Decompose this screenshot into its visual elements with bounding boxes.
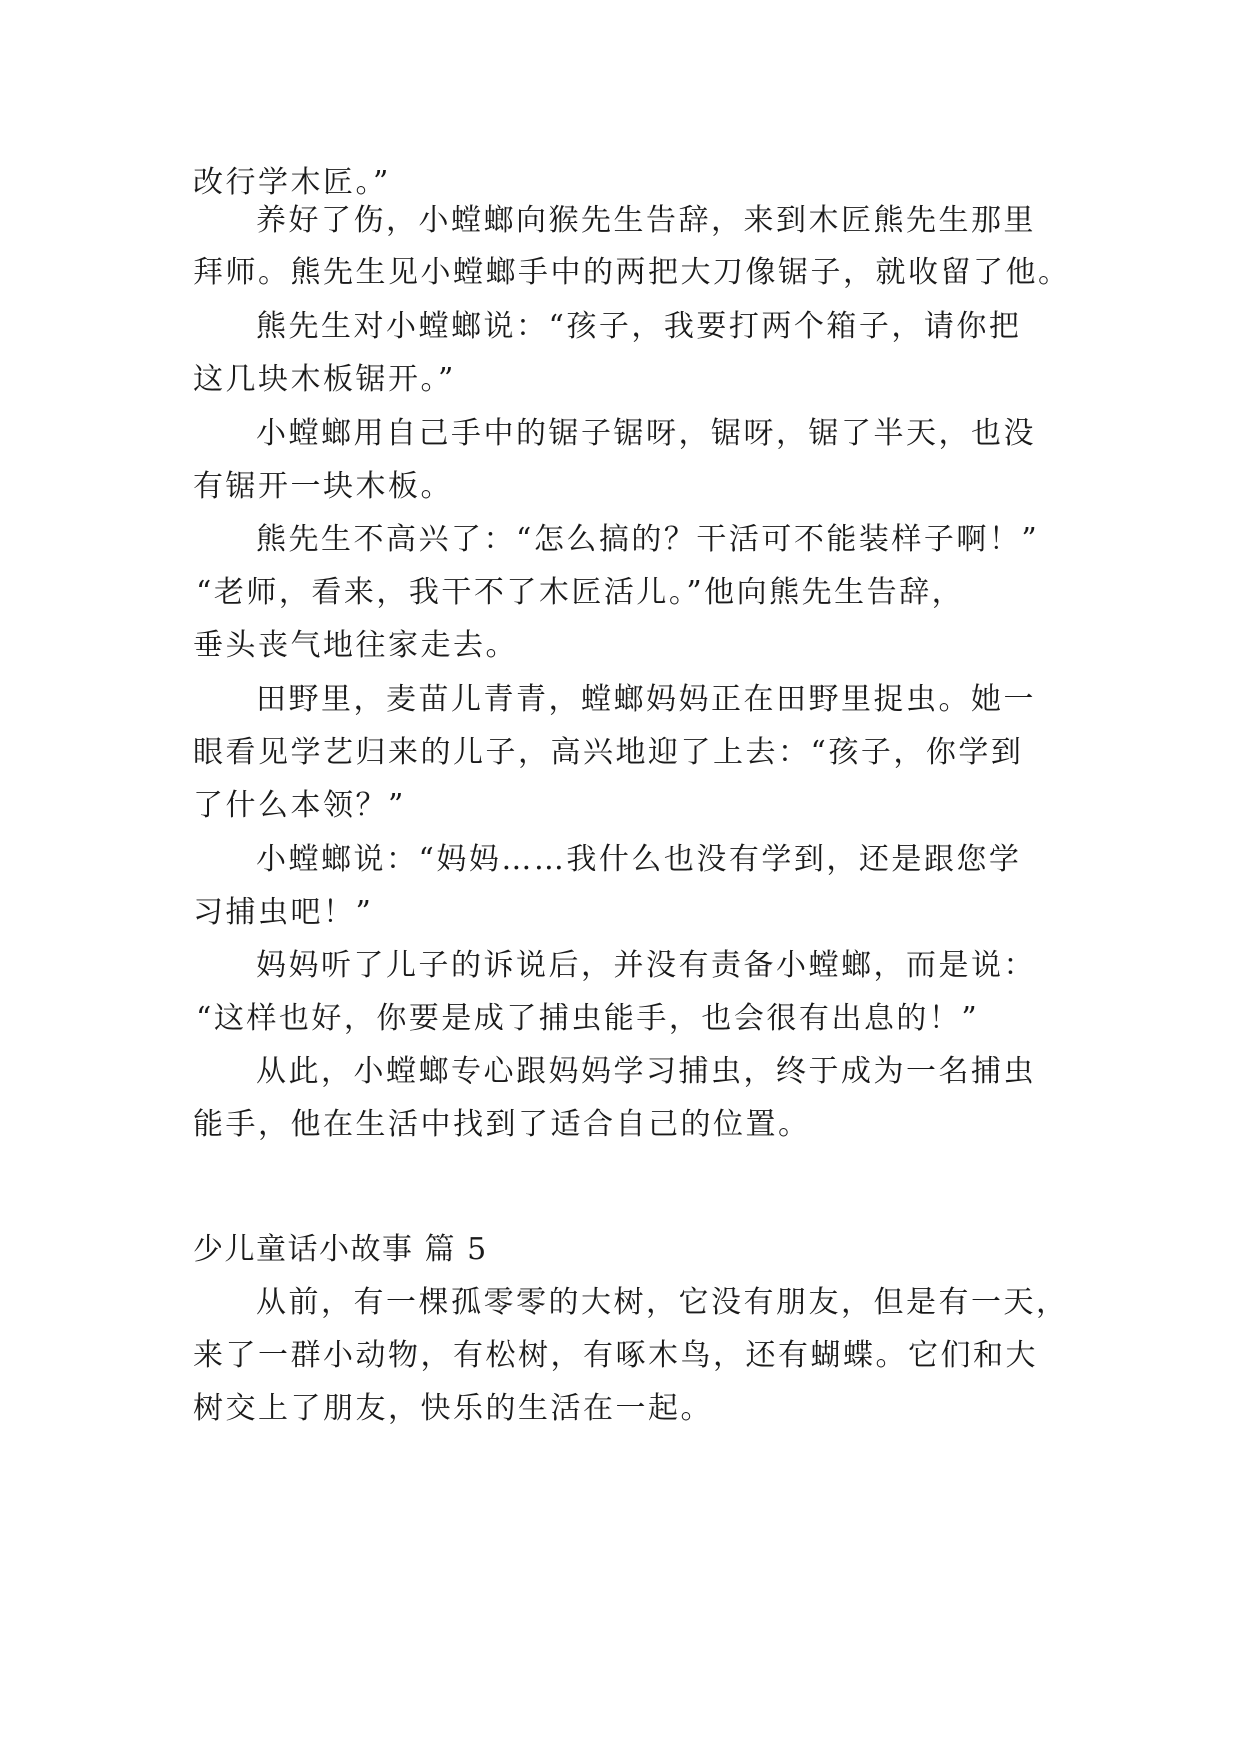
paragraph-line: 小螳螂说：“妈妈……我什么也没有学到，还是跟您学 [256,842,1022,877]
paragraph-line: 有锯开一块木板。 [193,469,453,504]
paragraph-line: 能手，他在生活中找到了适合自己的位置。 [193,1107,811,1142]
paragraph-line: 拜师。熊先生见小螳螂手中的两把大刀像锯子，就收留了他。 [193,255,1071,290]
paragraph-line: 树交上了朋友，快乐的生活在一起。 [193,1391,713,1426]
paragraph-line: 习捕虫吧！” [193,895,374,930]
paragraph-line: 了什么本领？” [193,788,406,823]
paragraph-line: 从此，小螳螂专心跟妈妈学习捕虫，终于成为一名捕虫 [256,1054,1036,1089]
paragraph-line: 熊先生对小螳螂说：“孩子，我要打两个箱子，请你把 [256,309,1022,344]
paragraph-line: 来了一群小动物，有松树，有啄木鸟，还有蝴蝶。它们和大 [193,1338,1038,1373]
paragraph-line: “老师，看来，我干不了木匠活儿。”他向熊先生告辞， [196,575,965,610]
paragraph-line: 垂头丧气地往家走去。 [193,628,518,663]
section-heading: 少儿童话小故事 篇 5 [193,1232,488,1267]
paragraph-line: 这几块木板锯开。” [193,362,456,397]
paragraph-line: 小螳螂用自己手中的锯子锯呀，锯呀，锯了半天，也没 [256,416,1036,451]
paragraph-line: 熊先生不高兴了：“怎么搞的？干活可不能装样子啊！” [256,522,1040,557]
paragraph-line: 眼看见学艺归来的儿子，高兴地迎了上去：“孩子，你学到 [193,735,1024,770]
paragraph-line: 田野里，麦苗儿青青，螳螂妈妈正在田野里捉虫。她一 [256,682,1036,717]
paragraph-line: 妈妈听了儿子的诉说后，并没有责备小螳螂，而是说： [256,948,1036,983]
paragraph-line: 养好了伤，小螳螂向猴先生告辞，来到木匠熊先生那里 [256,203,1036,238]
paragraph-line: 从前，有一棵孤零零的大树，它没有朋友，但是有一天， [256,1285,1069,1320]
paragraph-line: 改行学木匠。” [193,165,391,200]
paragraph-line: “这样也好，你要是成了捕虫能手，也会很有出息的！” [196,1001,980,1036]
